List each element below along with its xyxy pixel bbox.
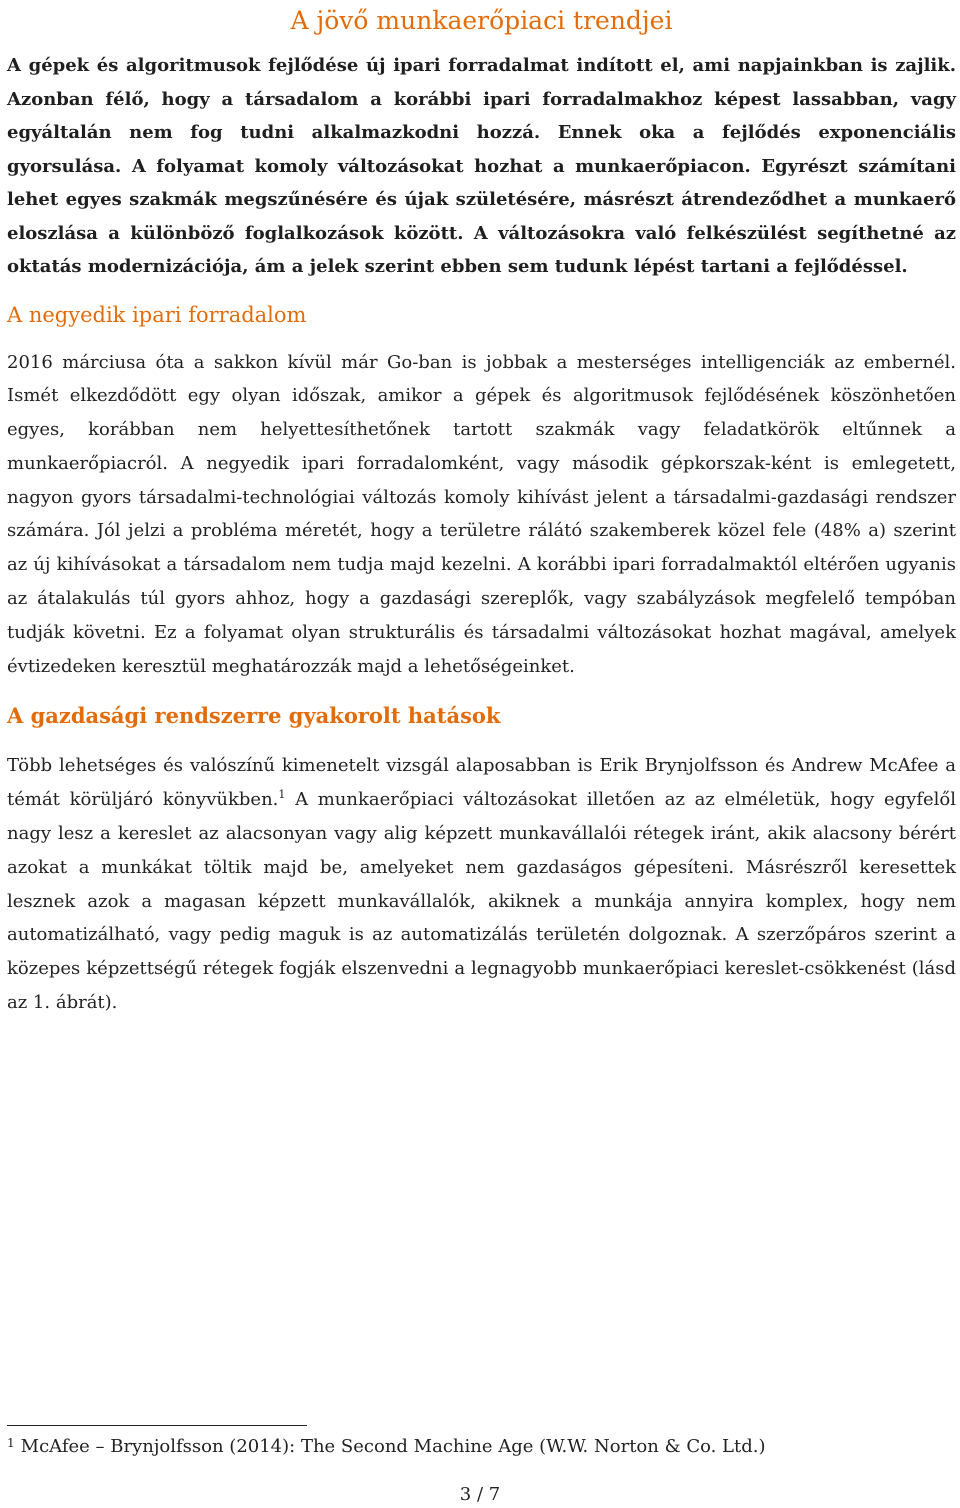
- document-page: [7, 0, 956, 1020]
- paragraph-text-before-ref: Több lehetséges és valószínű kimenetelt vizsgál alaposabban is Erik Brynjolfsson és Andrew McAfee a témát körüljáró könyvükben.: [7, 755, 956, 811]
- footnote-reference[interactable]: 1: [278, 788, 286, 802]
- footnote-separator: [7, 1425, 307, 1426]
- footnote-text: McAfee – Brynjolfsson (2014): The Second Machine Age (W.W. Norton & Co. Ltd.): [20, 1436, 766, 1457]
- section-paragraph-fourth-industrial-revolution: 2016 márciusa óta a sakkon kívül már Go-ban is jobbak a mesterséges intelligenciák az embernél. Ismét elkezdődött egy olyan időszak, amikor a gépek és algoritmusok fejlődésének köszönhetően egyes, korábban nem helyettesíthetőnek tartott szakmák vagy feladatkörök eltűnnek a munkaerőpiacról. A negyedik ipari forradalomként, vagy második gépkorszak-ként is emlegetett, nagyon gyors társadalmi-technológiai változás komoly kihívást jelent a társadalmi-gazdasági rendszer számára. Jól jelzi a probléma méretét, hogy a területre rálátó szakemberek közel fele (48% a) szerint az új kihívásokat a társadalom nem tudja majd kezelni. A korábbi ipari forradalmaktól eltérően ugyanis az átalakulás túl gyors ahhoz, hogy a gazdasági szereplők, vagy szabályzások megfelelő tempóban tudják követni. Ez a folyamat olyan strukturális és társadalmi változásokat hozhat magával, amelyek évtizedeken keresztül meghatározzák majd a lehetőségeinket.: [7, 351, 956, 677]
- section-paragraph-economic-effects: [7, 749, 956, 1019]
- page-number: 3 / 7: [459, 1484, 501, 1505]
- section-heading-fourth-industrial-revolution: A negyedik ipari forradalom: [7, 302, 307, 327]
- footnote: [7, 1436, 766, 1457]
- paragraph-text-after-ref: A munkaerőpiaci változásokat illetően az az elméletük, hogy egyfelől nagy lesz a kereslet az alacsonyan vagy alig képzett munkavállalói rétegek iránt, akik alacsony bérért azokat a munkákat töltik majd be, amelyeket nem gazdaságos gépesíteni. Másrészről keresettek lesznek azok a magasan képzett munkavállalók, akiknek a munkája annyira komplex, hogy nem automatizálható, vagy pedig maguk is az automatizálás területén dolgoznak. A szerzőpáros szerint a közepes képzettségű rétegek fogják elszenvedni a legnagyobb munkaerőpiaci kereslet-csökkenést (lásd az 1. ábrát).: [7, 789, 956, 1014]
- intro-paragraph: A gépek és algoritmusok fejlődése új ipari forradalmat indított el, ami napjainkban is zajlik. Azonban félő, hogy a társadalom a korábbi ipari forradalmakhoz képest lassabban, vagy egyáltalán nem fog tudni alkalmazkodni hozzá. Ennek oka a fejlődés exponenciális gyorsulása. A folyamat komoly változásokat hozhat a munkaerőpiacon. Egyrészt számítani lehet egyes szakmák megszűnésére és újak születésére, másrészt átrendeződhet a munkaerő eloszlása a különböző foglalkozások között. A változásokra való felkészülést segíthetné az oktatás modernizációja, ám a jelek szerint ebben sem tudunk lépést tartani a fejlődéssel.: [7, 55, 956, 277]
- document-title: A jövő munkaerőpiaci trendjei: [290, 6, 673, 35]
- section-heading-economic-effects: A gazdasági rendszerre gyakorolt hatások: [7, 703, 501, 729]
- footnote-mark: 1: [7, 1436, 15, 1450]
